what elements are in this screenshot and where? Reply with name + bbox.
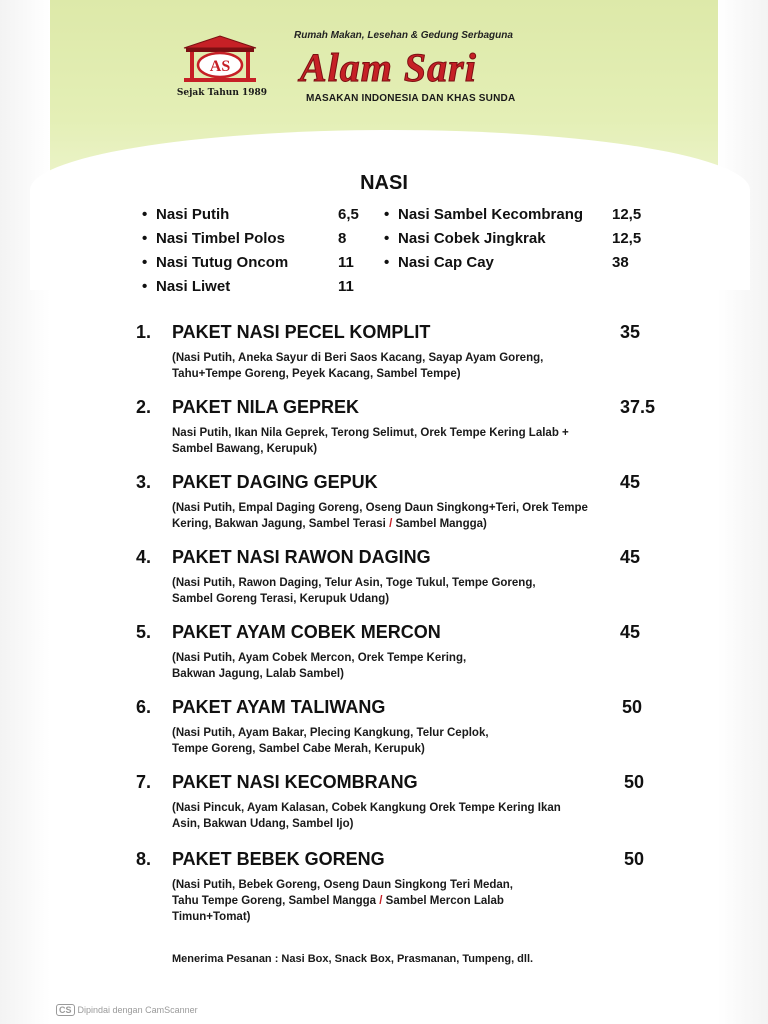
paket-name: PAKET DAGING GEPUK (172, 472, 378, 492)
paket-price: 45 (620, 472, 641, 492)
nasi-list-right (384, 206, 654, 278)
paket-name: PAKET NILA GEPREK (172, 397, 360, 417)
paket-price: 37.5 (620, 397, 656, 417)
paket-number: 3. (136, 472, 152, 492)
bullet-icon: • (384, 206, 390, 223)
nasi-item (384, 206, 654, 230)
desc-text: (Nasi Putih, Empal Daging Goreng, Oseng Daun Singkong+Teri, Orek Tempe Kering, Bakwan Jagung, Sambel Terasi (172, 502, 588, 530)
nasi-item (384, 254, 654, 278)
paket-number: 8. (136, 849, 152, 869)
desc-text: (Nasi Putih, Bebek Goreng, Oseng Daun Singkong Teri Medan, Tahu Tempe Goreng, Sambel Mangga (172, 879, 513, 907)
paket-description: (Nasi Putih, Rawon Daging, Telur Asin, Toge Tukul, Tempe Goreng, Sambel Goreng Terasi, Kerupuk Udang) (172, 577, 536, 605)
nasi-name: Nasi Cap Cay (398, 254, 494, 271)
paket-description: (Nasi Pincuk, Ayam Kalasan, Cobek Kangkung Orek Tempe Kering Ikan Asin, Bakwan Udang, Sambel Ijo) (172, 802, 561, 830)
paket-price: 45 (620, 622, 641, 642)
desc-slash: / (379, 895, 383, 907)
nasi-name: Nasi Putih (156, 206, 230, 223)
nasi-name: Nasi Tutug Oncom (156, 254, 289, 271)
nasi-name: Nasi Liwet (156, 278, 231, 295)
nasi-item (142, 206, 366, 230)
nasi-item (142, 254, 366, 278)
paket-description: Nasi Putih, Ikan Nila Geprek, Terong Selimut, Orek Tempe Kering Lalab + Sambel Bawang, Kerupuk) (172, 427, 569, 455)
nasi-price: 6,5 (338, 206, 359, 223)
nasi-price: 11 (338, 254, 354, 271)
bullet-icon: • (142, 206, 148, 223)
desc-text: Sambel Mercon Lalab Timun+Tomat) (172, 895, 504, 923)
bullet-icon: • (142, 230, 148, 247)
paket-number: 2. (136, 397, 152, 417)
scanner-text: Dipindai dengan CamScanner (77, 1005, 198, 1015)
bullet-icon: • (384, 230, 390, 247)
paket-name: PAKET AYAM TALIWANG (172, 697, 386, 717)
brand-tagline-bottom: MASAKAN INDONESIA DAN KHAS SUNDA (306, 93, 516, 104)
nasi-price: 38 (612, 254, 629, 271)
paket-name: PAKET BEBEK GORENG (172, 849, 385, 869)
paket-description: (Nasi Putih, Ayam Bakar, Plecing Kangkung, Telur Ceplok, Tempe Goreng, Sambel Cabe Merah, Kerupuk) (172, 727, 489, 755)
nasi-item (142, 230, 366, 254)
paket-name: PAKET NASI PECEL KOMPLIT (172, 322, 431, 342)
paket-price: 35 (620, 322, 641, 342)
section-title: NASI (360, 172, 408, 194)
scanner-watermark (56, 1004, 198, 1016)
nasi-price: 12,5 (612, 230, 642, 247)
paket-description: (Nasi Putih, Ayam Cobek Mercon, Orek Tempe Kering, Bakwan Jagung, Lalab Sambel) (172, 652, 467, 680)
since-caption: Sejak Tahun 1989 (176, 88, 268, 98)
nasi-list-left (142, 206, 366, 302)
bullet-icon: • (142, 278, 148, 295)
paket-number: 4. (136, 547, 152, 567)
paket-description: (Nasi Putih, Aneka Sayur di Beri Saos Kacang, Sayap Ayam Goreng, Tahu+Tempe Goreng, Peyek Kacang, Sambel Tempe) (172, 352, 544, 380)
nasi-name: Nasi Sambel Kecombrang (398, 206, 584, 223)
nasi-price: 12,5 (612, 206, 642, 223)
nasi-price: 8 (338, 230, 347, 247)
paket-number: 5. (136, 622, 152, 642)
camscanner-icon: CS (56, 1004, 75, 1016)
paket-name: PAKET AYAM COBEK MERCON (172, 622, 441, 642)
restaurant-logo-icon (180, 34, 260, 84)
paket-number: 6. (136, 697, 152, 717)
paket-number: 1. (136, 322, 152, 342)
nasi-item (384, 230, 654, 254)
paket-name: PAKET NASI RAWON DAGING (172, 547, 431, 567)
desc-text: Sambel Mangga) (392, 518, 487, 530)
bullet-icon: • (142, 254, 148, 271)
nasi-name: Nasi Timbel Polos (156, 230, 285, 247)
page-edge-right (718, 0, 768, 1024)
paket-description (172, 877, 542, 925)
bullet-icon: • (384, 254, 390, 271)
paket-price: 50 (624, 772, 645, 792)
brand-name: Alam Sari (300, 45, 477, 90)
brand-tagline-top: Rumah Makan, Lesehan & Gedung Serbaguna (294, 30, 513, 41)
nasi-name: Nasi Cobek Jingkrak (398, 230, 546, 247)
paket-price: 50 (622, 697, 643, 717)
order-note: Menerima Pesanan : Nasi Box, Snack Box, Prasmanan, Tumpeng, dll. (172, 953, 534, 965)
paket-name: PAKET NASI KECOMBRANG (172, 772, 418, 792)
nasi-price: 11 (338, 278, 354, 295)
paket-description (172, 500, 592, 532)
page-edge-left (0, 0, 50, 1024)
paket-price: 50 (624, 849, 645, 869)
paket-number: 7. (136, 772, 152, 792)
nasi-item (142, 278, 366, 302)
paket-price: 45 (620, 547, 641, 567)
logo-text: AS (209, 58, 231, 75)
desc-slash: / (389, 518, 393, 530)
